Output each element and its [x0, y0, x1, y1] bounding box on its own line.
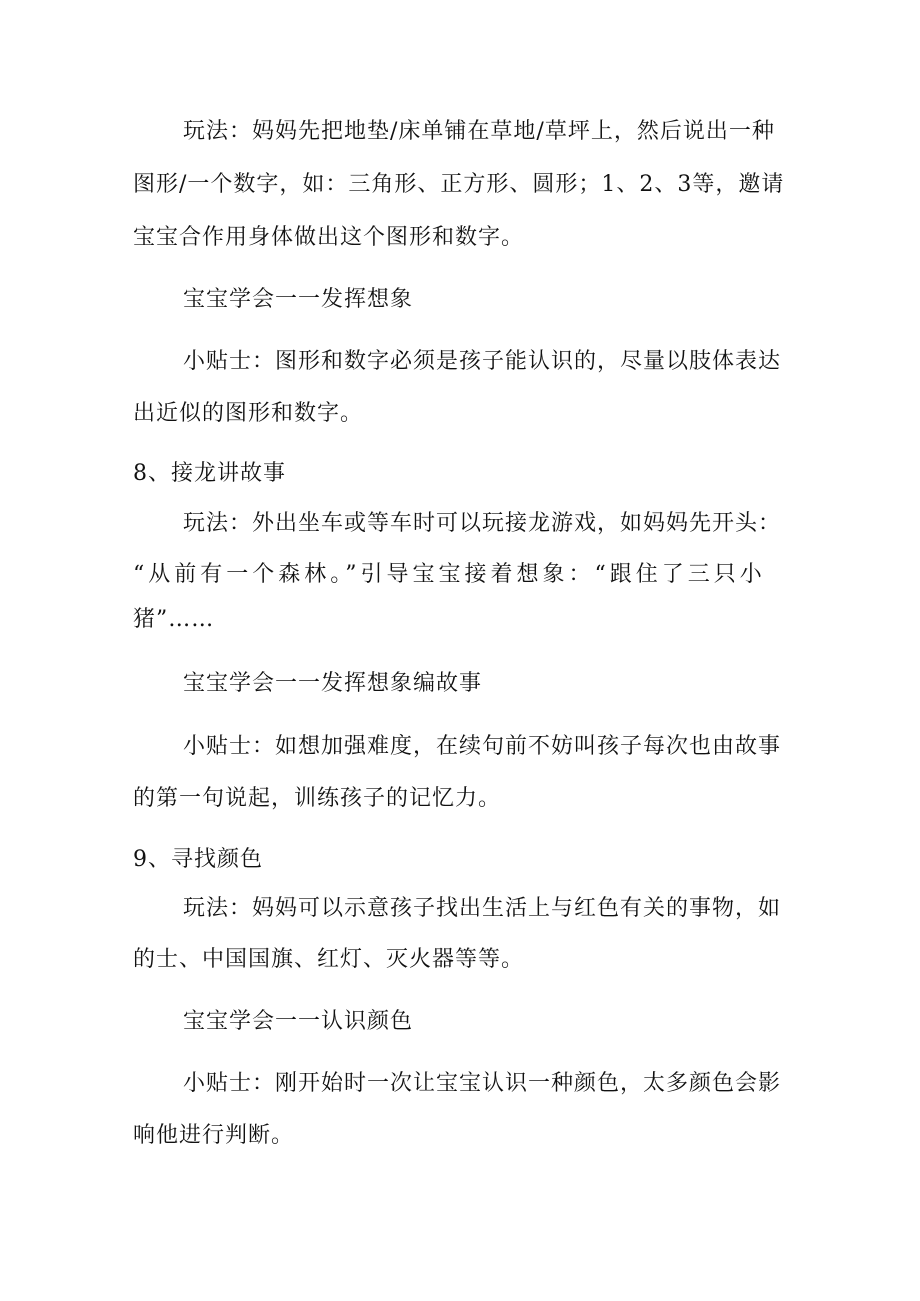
section7-tip-line-1: 小贴士：图形和数字必须是孩子能认识的，尽量以肢体表达: [183, 349, 782, 374]
section8-heading: 8、接龙讲故事: [133, 461, 286, 486]
section9-heading: 9、寻找颜色: [133, 847, 263, 872]
section7-tip-line-2: 出近似的图形和数字。: [133, 401, 364, 426]
section9-play-line-1: 玩法：妈妈可以示意孩子找出生活上与红色有关的事物，如: [183, 896, 782, 921]
section8-tip-line-1: 小贴士：如想加强难度，在续句前不妨叫孩子每次也由故事: [183, 734, 782, 759]
section9-learn: 宝宝学会一一认识颜色: [183, 1009, 414, 1034]
section7-play-line-3: 宝宝合作用身体做出这个图形和数字。: [133, 225, 525, 250]
section7-play-line-1: 玩法：妈妈先把地垫/床单铺在草地/草坪上，然后说出一种: [183, 119, 775, 144]
section8-learn: 宝宝学会一一发挥想象编故事: [183, 671, 483, 696]
section9-play-line-2: 的士、中国国旗、红灯、灭火器等等。: [133, 947, 525, 972]
section7-learn: 宝宝学会一一发挥想象: [183, 287, 414, 312]
section8-play-line-2: “从前有一个森林。”引导宝宝接着想象：“跟住了三只小: [133, 562, 766, 587]
section8-play-line-3: 猪”……: [133, 607, 215, 632]
section9-tip-line-2: 响他进行判断。: [133, 1123, 295, 1148]
section8-play-line-1: 玩法：外出坐车或等车时可以玩接龙游戏，如妈妈先开头：: [183, 511, 782, 536]
section9-tip-line-1: 小贴士：刚开始时一次让宝宝认识一种颜色，太多颜色会影: [183, 1071, 782, 1096]
section8-tip-line-2: 的第一句说起，训练孩子的记忆力。: [133, 786, 502, 811]
section7-play-line-2: 图形/一个数字，如：三角形、正方形、圆形；1、2、3等，邀请: [133, 172, 785, 197]
